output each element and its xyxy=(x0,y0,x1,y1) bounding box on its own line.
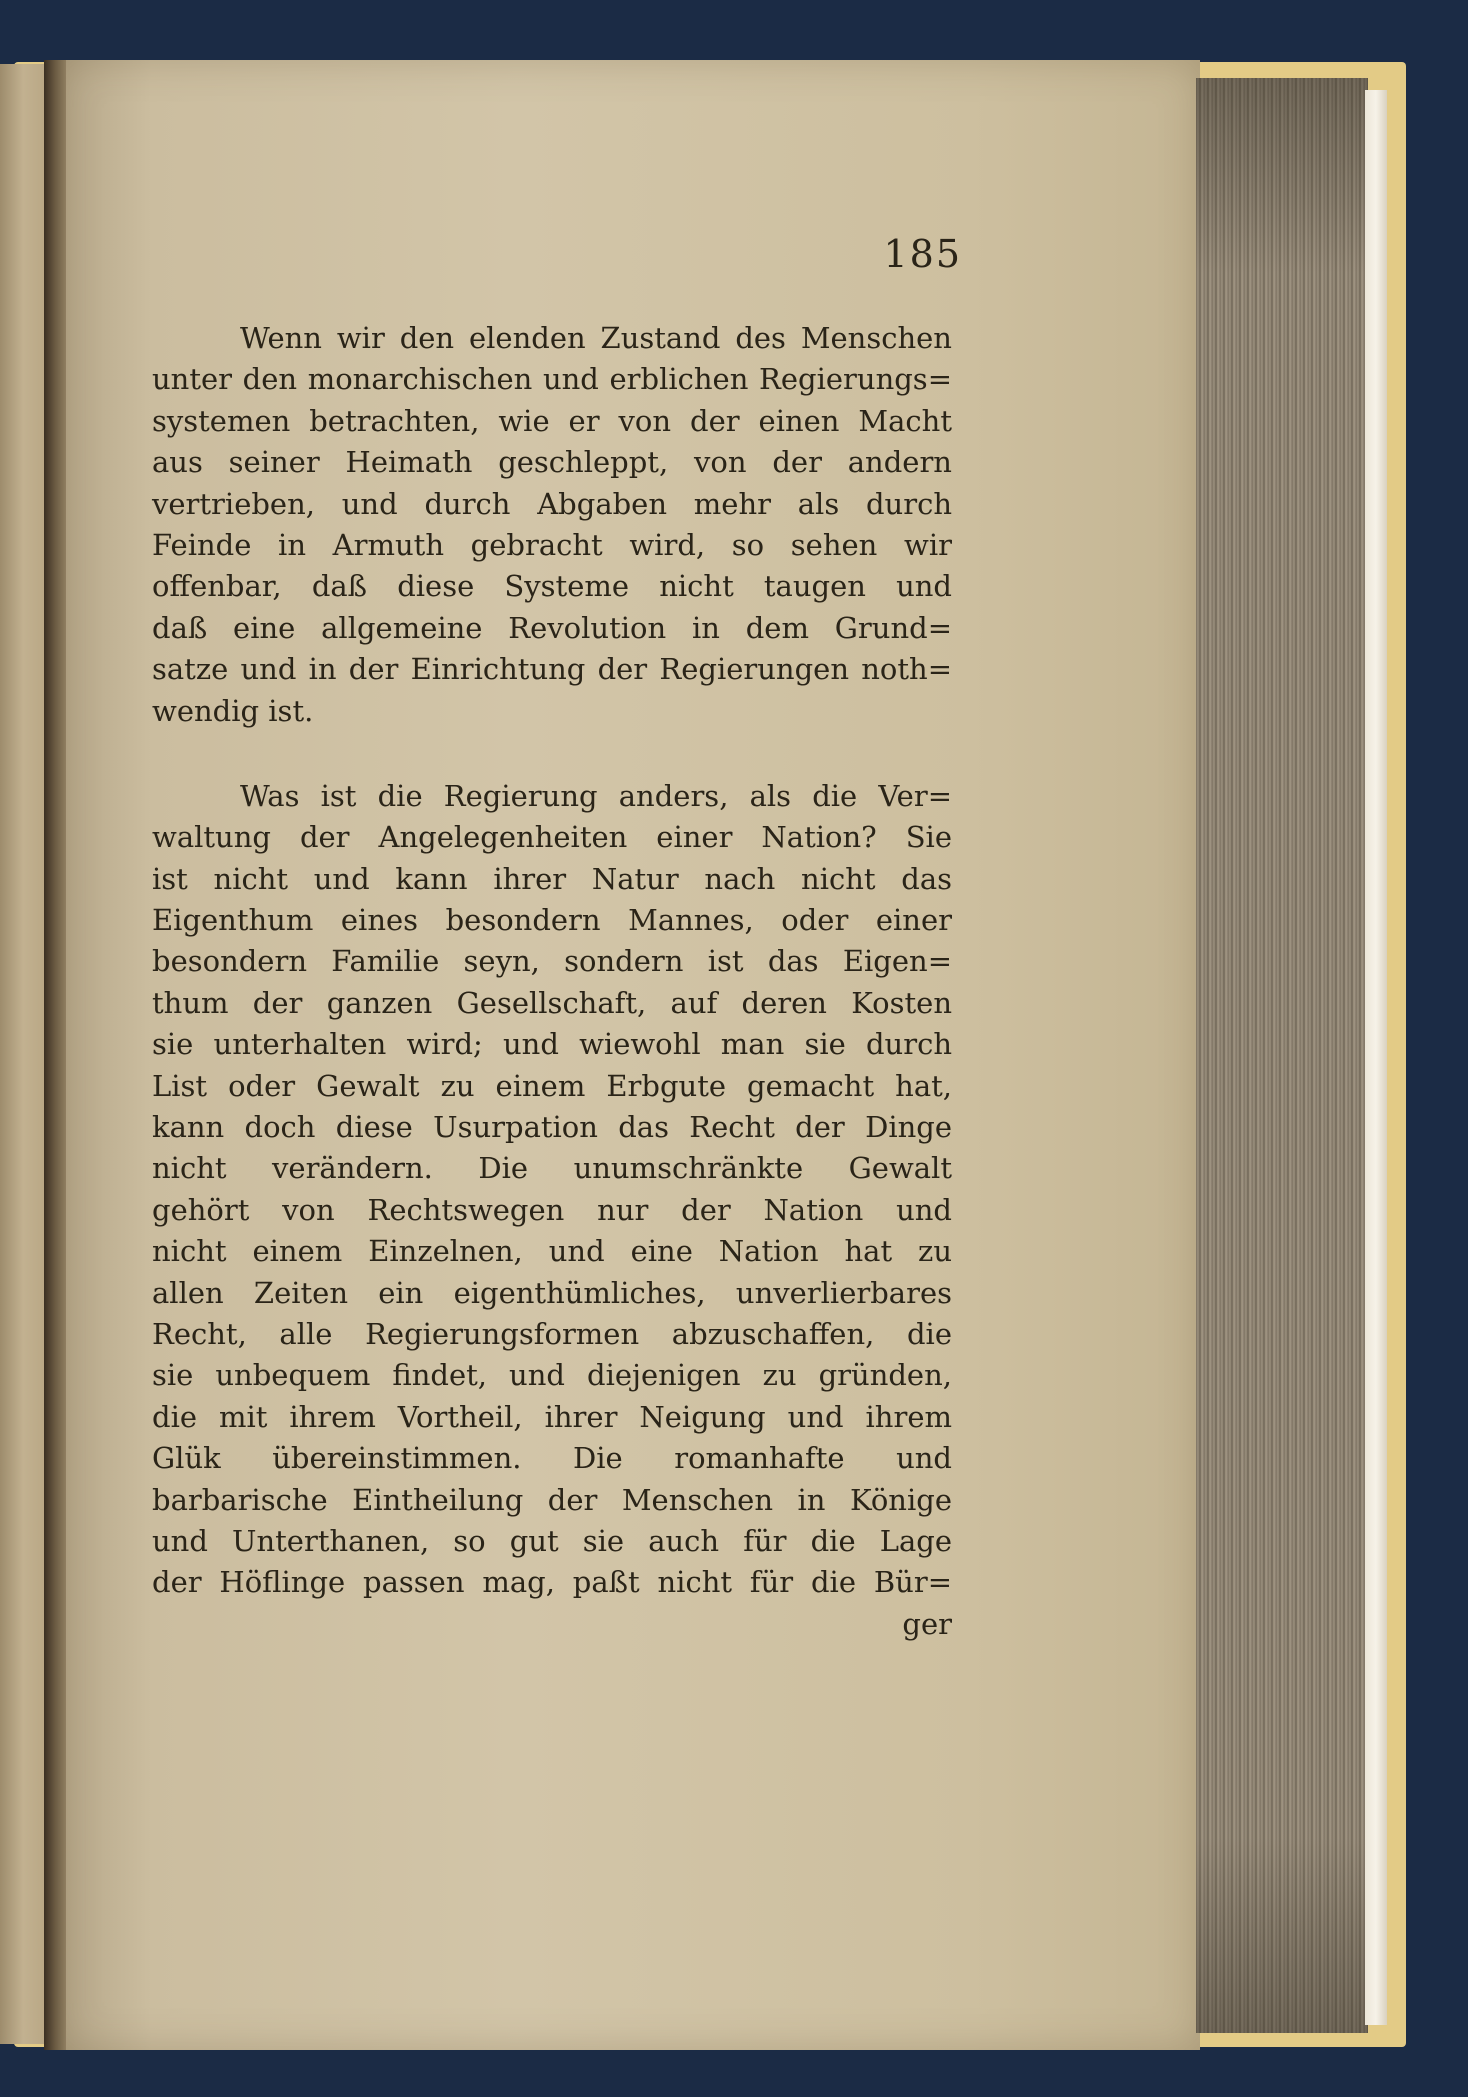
text-line: ist nicht und kann ihrer Natur nach nicht das xyxy=(152,861,952,896)
text-line: unter den monarchischen und erblichen Regierungs= xyxy=(152,362,952,397)
text-line: gehört von Rechtswegen nur der Nation und xyxy=(152,1192,952,1227)
text-line: nicht einem Einzelnen, und eine Nation hat zu xyxy=(152,1234,952,1269)
text-line: offenbar, daß diese Systeme nicht taugen und xyxy=(152,569,952,604)
text-line: systemen betrachten, wie er von der einen Macht xyxy=(152,403,952,438)
paragraph-gap xyxy=(152,732,952,776)
text-line: satze und in der Einrichtung der Regierungen noth= xyxy=(152,652,952,687)
text-line: der Höflinge passen mag, paßt nicht für die Bür= xyxy=(152,1565,952,1600)
text-line: daß eine allgemeine Revolution in dem Grund= xyxy=(152,610,952,645)
catchword: ger xyxy=(902,1606,952,1641)
text-line: aus seiner Heimath geschleppt, von der andern xyxy=(152,445,952,480)
paragraph-2 xyxy=(152,776,952,1604)
page-text xyxy=(152,318,952,1645)
book-gutter xyxy=(44,60,66,2050)
text-line: thum der ganzen Gesellschaft, auf deren Kosten xyxy=(152,985,952,1020)
text-line: vertrieben, und durch Abgaben mehr als durch xyxy=(152,486,952,521)
cover-inner-strip xyxy=(1365,90,1387,2025)
text-line: Glük übereinstimmen. Die romanhafte und xyxy=(152,1441,952,1476)
text-line: sie unterhalten wird; und wiewohl man sie durch xyxy=(152,1027,952,1062)
text-line: sie unbequem findet, und diejenigen zu gründen, xyxy=(152,1358,952,1393)
text-line: Feinde in Armuth gebracht wird, so sehen wir xyxy=(152,527,952,562)
page-block-shadow xyxy=(1196,78,1368,2033)
text-line: nicht verändern. Die unumschränkte Gewalt xyxy=(152,1151,952,1186)
text-line: barbarische Eintheilung der Menschen in Könige xyxy=(152,1482,952,1517)
text-line: Eigenthum eines besondern Mannes, oder einer xyxy=(152,903,952,938)
text-line: Recht, alle Regierungsformen abzuschaffen, die xyxy=(152,1316,952,1351)
text-line: Was ist die Regierung anders, als die Ver= xyxy=(240,778,952,813)
text-line: waltung der Angelegenheiten einer Nation? Sie xyxy=(152,820,952,855)
text-line: die mit ihrem Vortheil, ihrer Neigung und ihrem xyxy=(152,1399,952,1434)
text-line: kann doch diese Usurpation das Recht der Dinge xyxy=(152,1110,952,1145)
text-line: List oder Gewalt zu einem Erbgute gemacht hat, xyxy=(152,1068,952,1103)
text-line: besondern Familie seyn, sondern ist das Eigen= xyxy=(152,944,952,979)
paragraph-1 xyxy=(152,318,952,732)
text-line: und Unterthanen, so gut sie auch für die Lage xyxy=(152,1523,952,1558)
text-line: Wenn wir den elenden Zustand des Menschen xyxy=(240,321,952,355)
page-number: 185 xyxy=(883,232,962,276)
text-line: wendig ist. xyxy=(152,693,314,728)
text-line: allen Zeiten ein eigenthümliches, unverlierbares xyxy=(152,1275,952,1310)
